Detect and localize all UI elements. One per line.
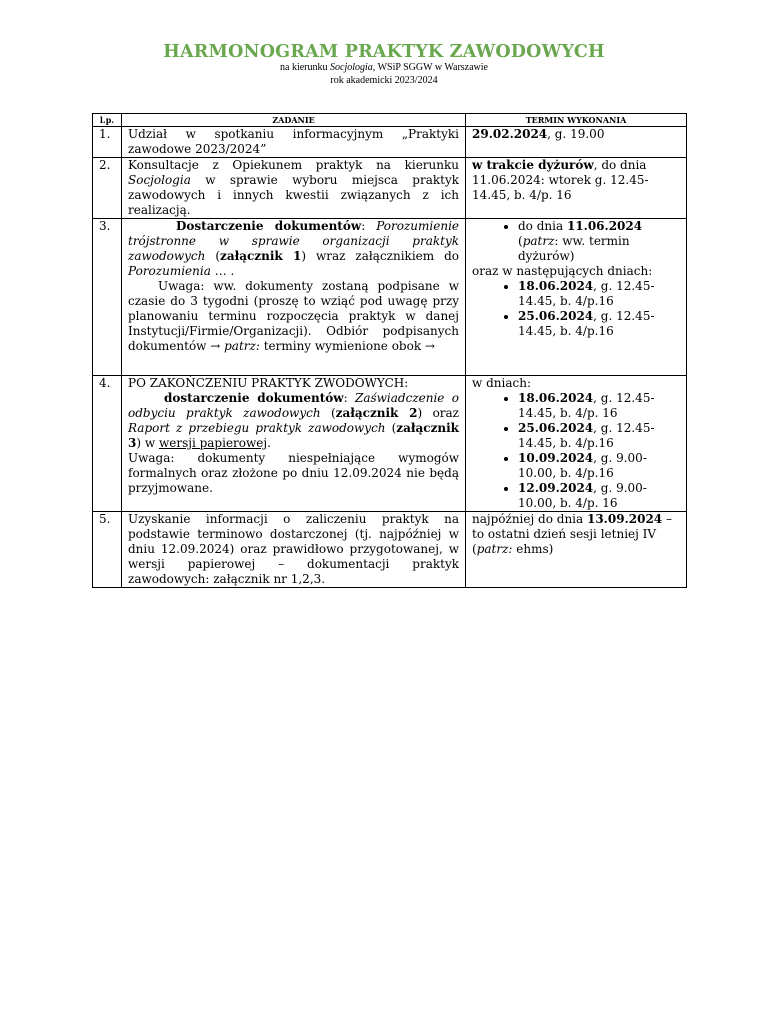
task-paragraph	[128, 391, 459, 451]
term-list	[472, 391, 680, 511]
list-item	[518, 481, 680, 511]
task-paragraph	[128, 219, 459, 279]
term-text: , g. 12.45-14.45, b. 4/p.16	[518, 309, 655, 338]
task-text: :	[361, 219, 377, 233]
arrow-text: →	[206, 339, 225, 353]
row-number: 2.	[93, 158, 122, 219]
row-number: 1.	[93, 127, 122, 158]
table-row	[93, 127, 687, 158]
row-number: 4.	[93, 376, 122, 512]
term-date: 25.06.2024	[518, 421, 594, 435]
term-cell	[466, 219, 687, 376]
term-date: 18.06.2024	[518, 391, 594, 405]
row-number: 3.	[93, 219, 122, 376]
attachment-ref: załącznik 3	[128, 421, 459, 450]
table-header-row	[93, 114, 687, 127]
note-italic: patrz:	[224, 339, 260, 353]
task-text: .	[267, 436, 271, 450]
term-text: , g. 12.45-14.45, b. 4/p.16	[518, 279, 655, 308]
term-date: 18.06.2024	[518, 279, 594, 293]
term-text: – to ostatni dzień sesji letniej IV (	[472, 512, 672, 556]
table-row	[93, 158, 687, 219]
subtitle-year: rok akademicki 2023/2024	[330, 75, 438, 86]
term-text: , g. 9.00-10.00, b. 4/p. 16	[518, 481, 647, 510]
task-text: … .	[210, 264, 235, 278]
task-text: ) oraz	[417, 406, 460, 420]
task-text: :	[343, 391, 355, 405]
term-date: 29.02.2024	[472, 127, 548, 141]
table-row	[93, 512, 687, 588]
task-cell	[122, 158, 466, 219]
task-heading: PO ZAKOŃCZENIU PRAKTYK ZWODOWYCH:	[128, 376, 409, 390]
task-italic: Socjologia	[128, 173, 191, 187]
term-text: , g. 12.45-14.45, b. 4/p. 16	[518, 391, 655, 420]
attachment-ref: załącznik 1	[220, 249, 302, 263]
task-text: Uzyskanie informacji o zaliczeniu praktyk na podstawie terminowo dostarczonej (tj. najpóźniej w dniu 12.09.2024) oraz prawidłowo przygotowanej, w wersji papierowej – dokumentacji praktyk zawodowych: załącznik nr 1,2,3.	[128, 512, 459, 586]
term-text: , do dnia 11.06.2024: wtorek g. 12.45-14.45, b. 4/p. 16	[472, 158, 649, 202]
term-cell	[466, 376, 687, 512]
term-text: najpóźniej do dnia	[472, 512, 587, 526]
task-text: ) w	[136, 436, 159, 450]
term-list	[472, 279, 680, 339]
task-text: w sprawie wyboru miejsca praktyk zawodowych i innych kwestii związanych z ich realizacją.	[128, 173, 459, 217]
task-note	[128, 279, 459, 354]
term-bold: w trakcie dyżurów	[472, 158, 594, 172]
document-title: HARMONOGRAM PRAKTYK ZAWODOWYCH	[163, 42, 605, 62]
table-row	[93, 376, 687, 512]
task-italic: Porozumienia	[128, 264, 211, 278]
task-underline: wersji papierowej	[158, 436, 268, 450]
task-note: Uwaga: dokumenty niespełniające wymogów formalnych oraz złożone po dniu 12.09.2024 nie będą przyjmowane.	[128, 451, 459, 495]
task-cell	[122, 376, 466, 512]
task-text: (	[320, 406, 336, 420]
header-term: TERMIN WYKONANIA	[466, 114, 687, 127]
term-intro: oraz w następujących dniach:	[472, 264, 653, 278]
task-cell	[122, 512, 466, 588]
header-lp: l.p.	[93, 114, 122, 127]
term-date: 11.06.2024	[566, 219, 643, 233]
task-bold: Dostarczenie dokumentów	[176, 219, 362, 233]
term-date: 13.09.2024	[586, 512, 663, 526]
list-item	[518, 309, 680, 339]
list-item	[518, 219, 680, 264]
task-text: (	[385, 421, 397, 435]
attachment-ref: załącznik 2	[335, 406, 418, 420]
list-item	[518, 451, 680, 481]
task-italic: Porozumienie trójstronne w sprawie organizacji praktyk zawodowych	[128, 219, 460, 263]
task-text: (	[205, 249, 221, 263]
term-text: , g. 12.45-14.45, b. 4/p.16	[518, 421, 655, 450]
task-cell	[122, 219, 466, 376]
term-text: (	[518, 234, 523, 248]
note-text: Uwaga: ww. dokumenty zostaną podpisane w czasie do 3 tygodni (proszę to wziąć pod uwagę przy planowaniu terminu rozpoczęcia praktyk w danej Instytucji/Firmie/Organizacji). Odbiór podpisanych dokumentów	[128, 279, 459, 353]
schedule-table	[92, 113, 687, 588]
subtitle-text: na kierunku	[280, 62, 330, 73]
term-text: , g. 9.00-10.00, b. 4/p.16	[518, 451, 647, 480]
term-text: : ww. termin dyżurów)	[518, 234, 630, 263]
term-date: 12.09.2024	[518, 481, 594, 495]
list-item	[518, 279, 680, 309]
list-item	[518, 391, 680, 421]
row-number: 5.	[93, 512, 122, 588]
table-row	[93, 219, 687, 376]
task-cell	[122, 127, 466, 158]
header-task: ZADANIE	[122, 114, 466, 127]
term-date: 10.09.2024	[518, 451, 594, 465]
term-list	[472, 219, 680, 264]
list-item	[518, 421, 680, 451]
term-text: , g. 19.00	[547, 127, 605, 141]
task-text: Konsultacje z Opiekunem praktyk na kierunku	[128, 158, 459, 172]
term-intro: w dniach:	[472, 376, 531, 390]
task-italic: Zaświadczenie o odbyciu praktyk zawodowych	[128, 391, 460, 420]
term-date: 25.06.2024	[518, 309, 594, 323]
term-cell	[466, 158, 687, 219]
subtitle-institution: , WSiP SGGW w Warszawie	[372, 62, 488, 73]
task-text: ) wraz załącznikiem do	[301, 249, 459, 263]
task-text: Udział w spotkaniu informacyjnym „Praktyki zawodowe 2023/2024”	[128, 127, 459, 156]
term-italic: patrz:	[476, 542, 513, 556]
term-italic: patrz	[522, 234, 555, 248]
term-text: do dnia	[518, 219, 567, 233]
term-text: ehms)	[512, 542, 554, 556]
task-bold: dostarczenie dokumentów	[164, 391, 344, 405]
task-italic: Raport z przebiegu praktyk zawodowych	[128, 421, 386, 435]
term-cell	[466, 127, 687, 158]
subtitle-field-name: Socjologia	[330, 62, 373, 73]
term-cell	[466, 512, 687, 588]
subtitle-field	[0, 62, 768, 73]
note-text: terminy wymienione obok →	[259, 339, 435, 353]
